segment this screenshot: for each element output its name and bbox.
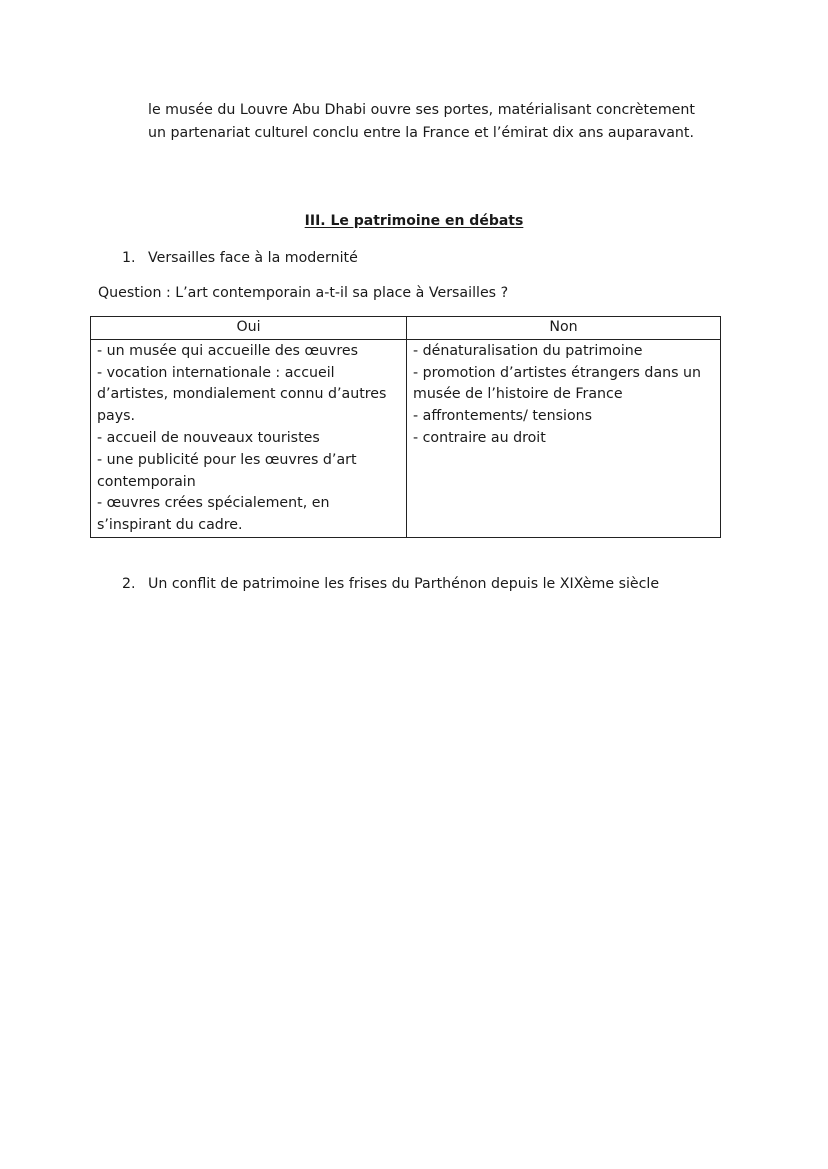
subsection-1 [122, 248, 358, 268]
list-item: - une publicité pour les œuvres d’art contemporain [97, 451, 357, 490]
subsection-2 [122, 574, 659, 594]
intro-line-2: un partenariat culturel conclu entre la France et l’émirat dix ans auparavant. [148, 125, 694, 141]
subsection-1-title: Versailles face à la modernité [148, 250, 358, 266]
debate-table [90, 316, 721, 538]
list-item: - vocation internationale : accueil d’artistes, mondialement connu d’autres pays. [97, 364, 387, 425]
header-non: Non [407, 317, 721, 340]
subsection-1-number: 1. [122, 250, 136, 266]
list-item: - accueil de nouveaux touristes [97, 429, 320, 446]
list-item: - œuvres crées spécialement, en s’inspirant du cadre. [97, 495, 330, 534]
list-item: - dénaturalisation du patrimoine [413, 342, 643, 359]
list-item: - affrontements/ tensions [413, 408, 593, 425]
list-item: - un musée qui accueille des œuvres [97, 342, 358, 359]
header-oui: Oui [91, 317, 407, 340]
table-row [91, 339, 721, 537]
table-header-row [91, 317, 721, 340]
subsection-2-number: 2. [122, 576, 136, 592]
intro-paragraph [148, 99, 738, 145]
non-cell [407, 339, 721, 537]
section-title: III. Le patrimoine en débats [304, 213, 524, 229]
subsection-2-title: Un conflit de patrimoine les frises du Parthénon depuis le XIXème siècle [148, 576, 660, 592]
list-item: - promotion d’artistes étrangers dans un musée de l’histoire de France [413, 364, 702, 403]
list-item: - contraire au droit [413, 429, 546, 446]
intro-line-1: le musée du Louvre Abu Dhabi ouvre ses portes, matérialisant concrètement [148, 102, 695, 118]
oui-cell [91, 339, 407, 537]
question-text: Question : L’art contemporain a-t-il sa place à Versailles ? [98, 285, 509, 301]
